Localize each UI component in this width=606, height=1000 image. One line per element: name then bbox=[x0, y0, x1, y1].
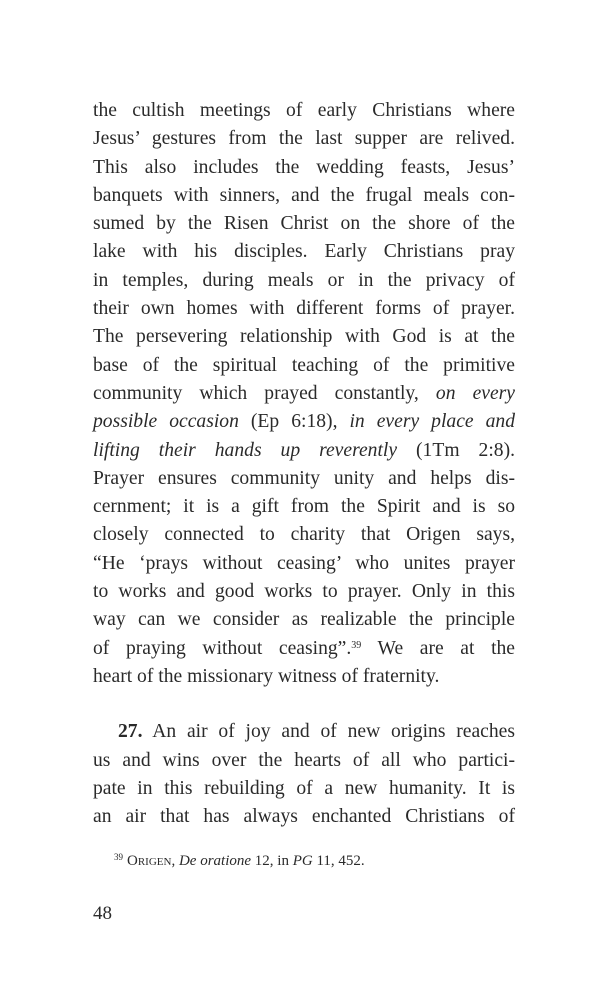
text-line: heart of the missionary witness of fraternity. bbox=[93, 665, 440, 687]
text-line: “He ‘prays without ceasing’ who unites prayer bbox=[93, 552, 515, 574]
scripture-quote: on every bbox=[435, 382, 516, 404]
paragraph-1 bbox=[93, 97, 515, 691]
footnote-reference: 12, in bbox=[254, 853, 289, 869]
footnote: $^{39}$ Origen, De oratione 12, in PG 11, 452. bbox=[114, 852, 365, 869]
text-line: Jesus’ gestures from the last supper are relived. bbox=[93, 128, 515, 150]
text-line bbox=[93, 635, 515, 663]
text-line: cernment; it is a gift from the Spirit and is so bbox=[93, 496, 515, 518]
scripture-quote: possible occasion bbox=[93, 411, 239, 433]
footnote-title: De oratione bbox=[178, 853, 252, 869]
text-line: an air that has always enchanted Christians of bbox=[93, 806, 515, 828]
text-line: in temples, during meals or in the privacy of bbox=[93, 269, 515, 291]
text-line: the cultish meetings of early Christians where bbox=[93, 100, 515, 121]
text-line: to works and good works to prayer. Only in this bbox=[93, 581, 515, 603]
text-line: us and wins over the hearts of all who partici- bbox=[93, 749, 515, 771]
text-segment: An air of joy and of new origins reaches bbox=[152, 721, 515, 743]
text-segment: community which prayed constantly, bbox=[93, 382, 419, 404]
footnote-collection: PG bbox=[292, 853, 313, 869]
text-line: sumed by the Risen Christ on the shore of the bbox=[93, 213, 515, 235]
text-line: This also includes the wedding feasts, Jesus’ bbox=[93, 156, 515, 178]
text-line: The persevering relationship with God is at the bbox=[93, 326, 515, 348]
text-line bbox=[93, 380, 515, 408]
footnote-marker[interactable]: 39 bbox=[351, 639, 362, 651]
paragraph-27 bbox=[93, 718, 515, 831]
scripture-quote: in every place and bbox=[349, 411, 515, 433]
scripture-quote: lifting their hands up reverently bbox=[93, 439, 398, 461]
text-line: base of the spiritual teaching of the primitive bbox=[93, 354, 515, 376]
text-line: banquets with sinners, and the frugal meals con- bbox=[93, 184, 515, 206]
footnote-number: 39 bbox=[114, 852, 123, 862]
text-line bbox=[93, 437, 515, 465]
text-segment: We are at the bbox=[377, 637, 516, 659]
footnote-author: Origen bbox=[127, 853, 172, 869]
footnote-reference: 11, 452. bbox=[316, 853, 365, 869]
text-line: lake with his disciples. Early Christians pray bbox=[93, 241, 515, 263]
text-line bbox=[93, 408, 515, 436]
text-line: way can we consider as realizable the principle bbox=[93, 609, 515, 631]
text-line: their own homes with different forms of prayer. bbox=[93, 298, 515, 320]
text-line: Prayer ensures community unity and helps dis- bbox=[93, 467, 515, 489]
text-line: pate in this rebuilding of a new humanity. It is bbox=[93, 777, 515, 799]
text-line bbox=[93, 718, 515, 746]
text-segment: of praying without ceasing”. bbox=[93, 637, 352, 659]
paragraph-number: 27. bbox=[118, 721, 143, 743]
scripture-reference: (1Tm 2:8). bbox=[416, 439, 515, 461]
scripture-reference: (Ep 6:18), bbox=[250, 411, 338, 433]
page-number: 48 bbox=[93, 903, 112, 924]
text-line: closely connected to charity that Origen says, bbox=[93, 524, 515, 546]
page-body bbox=[93, 97, 515, 831]
